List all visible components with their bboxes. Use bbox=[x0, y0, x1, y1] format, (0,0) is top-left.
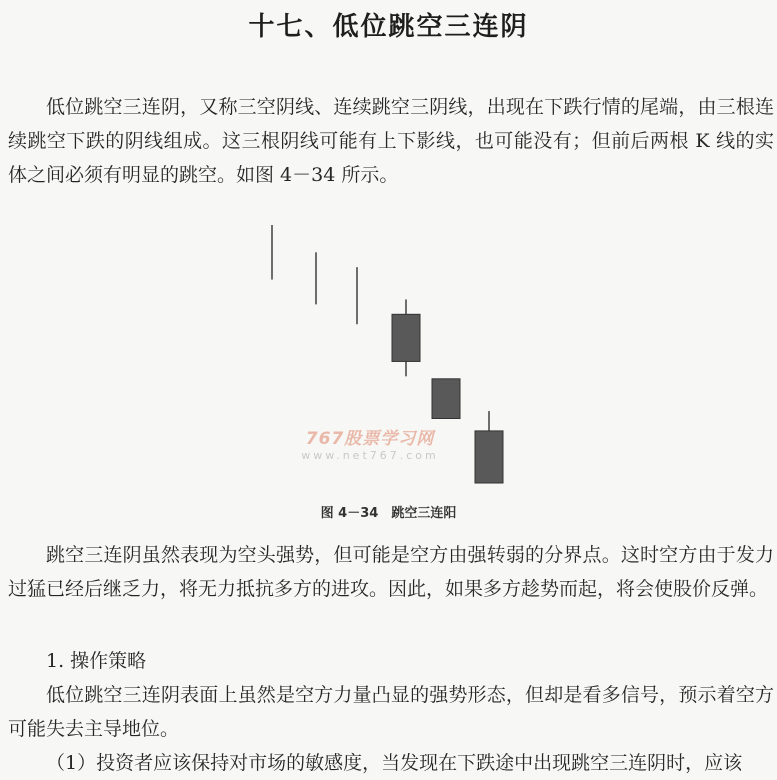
intro-paragraph: 低位跳空三连阴，又称三空阴线、连续跳空三阴线，出现在下跌行情的尾端，由三根连续跳空下跌的阴线组成。这三根阴线可能有上下影线，也可能没有；但前后两根 K 线的实体之间必须有明显的跳空。如图 4－34 所示。 bbox=[8, 96, 774, 186]
watermark bbox=[280, 424, 460, 462]
strategy-paragraph: 低位跳空三连阴表面上虽然是空方力量凸显的强势形态，但却是看多信号，预示着空方可能失去主导地位。 bbox=[8, 684, 774, 740]
figure-caption: 图 4－34 跳空三连阳 bbox=[320, 506, 457, 521]
candle-body bbox=[392, 314, 420, 361]
analysis-paragraph: 跳空三连阴虽然表现为空头强势，但可能是空方由强转弱的分界点。这时空方由于发力过猛已经后继乏力，将无力抵抗多方的进攻。因此，如果多方趁势而起，将会使股价反弹。 bbox=[8, 544, 774, 600]
candle-body bbox=[432, 379, 460, 419]
strategy-item-1: （1）投资者应该保持对市场的敏感度，当发现在下跌途中出现跳空三连阴时，应该 bbox=[46, 752, 743, 774]
watermark-logo: 767股票学习网 bbox=[305, 429, 435, 449]
page-title: 十七、低位跳空三连阴 bbox=[248, 12, 529, 42]
section-heading: 1. 操作策略 bbox=[46, 650, 147, 672]
watermark-url: www.net767.com bbox=[301, 449, 439, 462]
candle-body bbox=[475, 431, 503, 483]
